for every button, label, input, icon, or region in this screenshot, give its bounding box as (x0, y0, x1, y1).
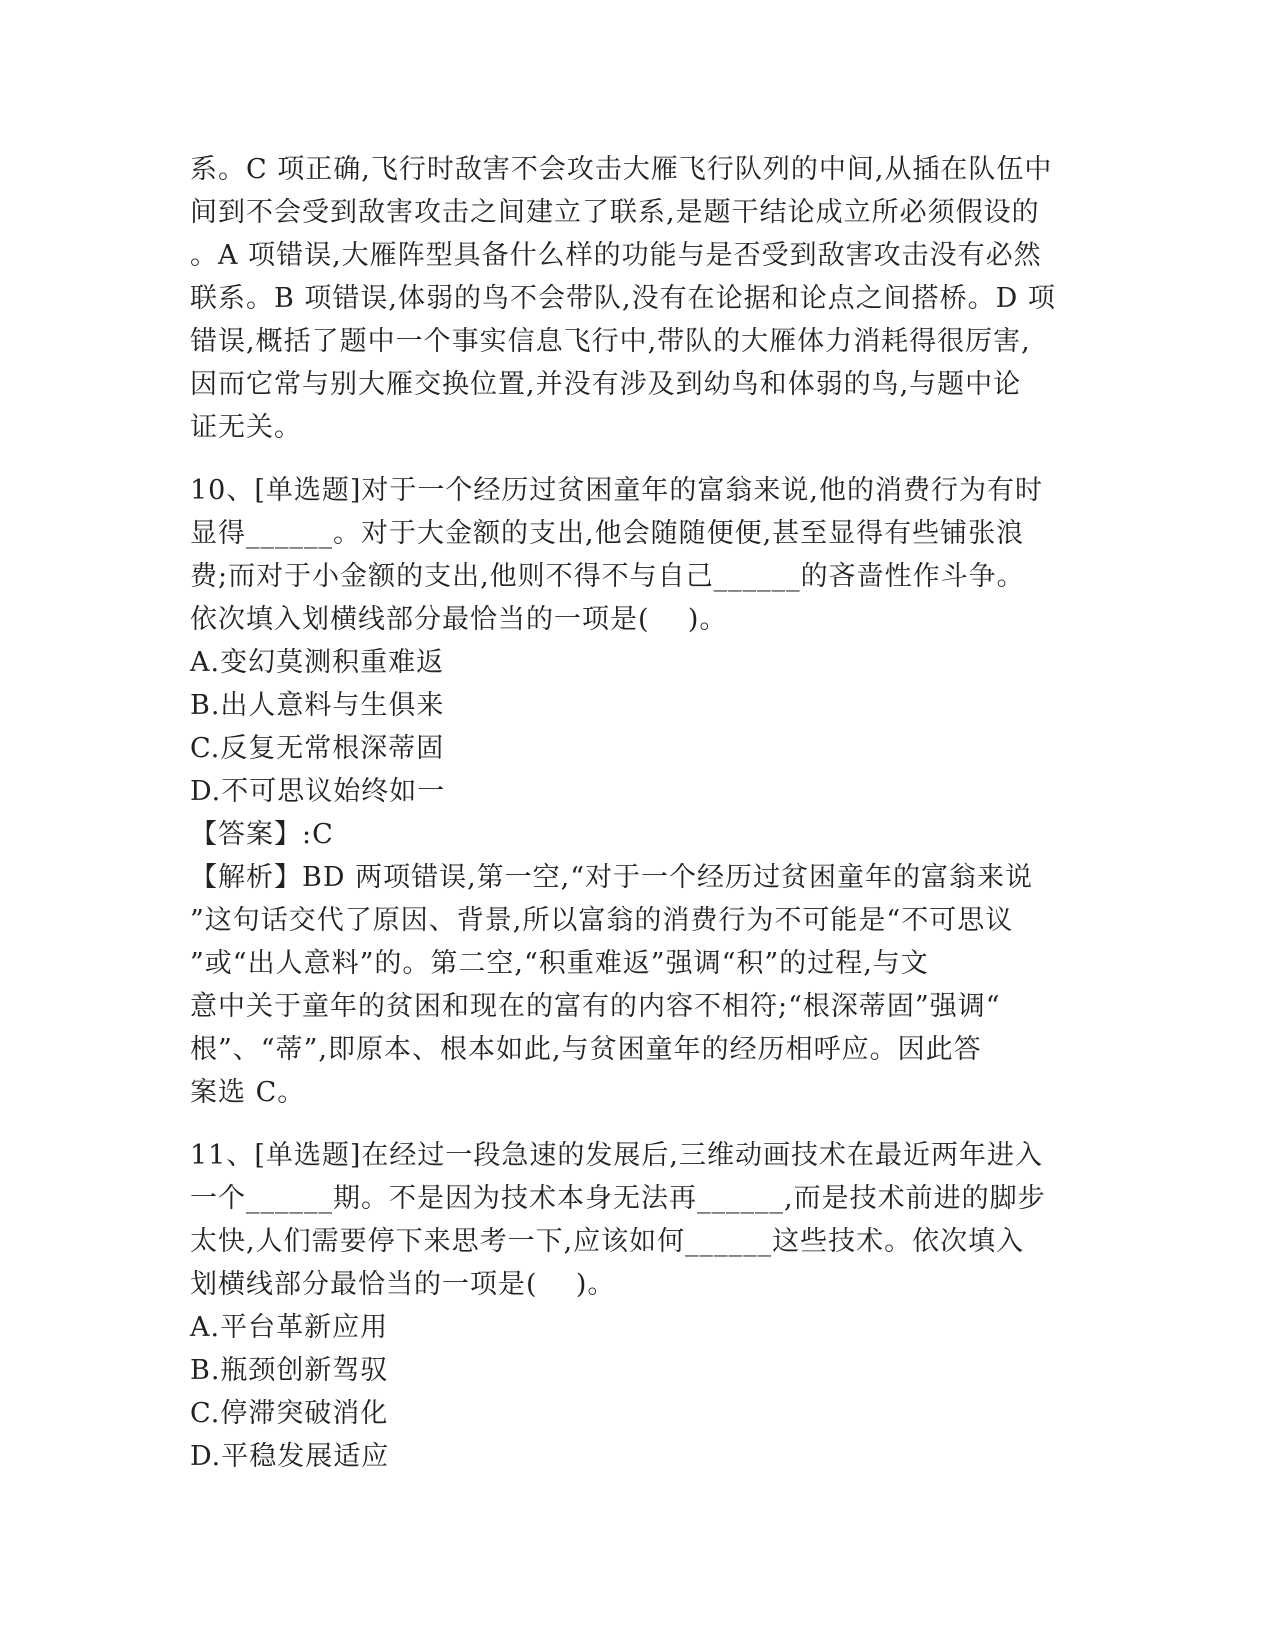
text-line: 11、[单选题]在经过一段急速的发展后,三维动画技术在最近两年进入 (190, 1140, 1044, 1171)
text-line: 费;而对于小金额的支出,他则不得不与自己______的吝啬性作斗争。 (190, 561, 1025, 592)
option-a: A.平台革新应用 (190, 1312, 389, 1343)
text-line: 划横线部分最恰当的一项是( )。 (190, 1269, 616, 1300)
text-line: 根”、“蒂”,即原本、根本如此,与贫困童年的经历相呼应。因此答 (190, 1034, 982, 1065)
text-line: 因而它常与别大雁交换位置,并没有涉及到幼鸟和体弱的鸟,与题中论 (190, 369, 1022, 400)
question-stem (190, 1134, 1090, 1306)
question-11 (190, 1134, 1090, 1478)
text-line: 错误,概括了题中一个事实信息飞行中,带队的大雁体力消耗得很厉害, (190, 326, 1031, 357)
option-d: D.不可思议始终如一 (190, 776, 446, 807)
text-line: 太快,人们需要停下来思考一下,应该如何______这些技术。依次填入 (190, 1226, 1025, 1257)
option-b: B.出人意料与生俱来 (190, 690, 445, 721)
text-line: 一个______期。不是因为技术本身无法再______,而是技术前进的脚步 (190, 1183, 1046, 1214)
document-page (190, 148, 1090, 1498)
option-c: C.反复无常根深蒂固 (190, 733, 445, 764)
answer-line: 【答案】:C (190, 819, 334, 850)
question-10 (190, 469, 1090, 1114)
question-options (190, 1306, 1090, 1478)
question-stem (190, 469, 1090, 641)
text-line: 联系。B 项错误,体弱的鸟不会带队,没有在论据和论点之间搭桥。D 项 (190, 283, 1056, 314)
text-line: 案选 C。 (190, 1077, 306, 1108)
text-line: 。A 项错误,大雁阵型具备什么样的功能与是否受到敌害攻击没有必然 (190, 240, 1042, 271)
text-line: 显得______。对于大金额的支出,他会随随便便,甚至显得有些铺张浪 (190, 518, 1025, 549)
text-line: 系。C 项正确,飞行时敌害不会攻击大雁飞行队列的中间,从插在队伍中 (190, 154, 1053, 185)
option-a: A.变幻莫测积重难返 (190, 647, 445, 678)
text-line: 依次填入划横线部分最恰当的一项是( )。 (190, 604, 728, 635)
question-options (190, 641, 1090, 813)
option-c: C.停滞突破消化 (190, 1398, 389, 1429)
prev-explanation (190, 148, 1090, 449)
option-d: D.平稳发展适应 (190, 1441, 390, 1472)
text-line: 意中关于童年的贫困和现在的富有的内容不相符;“根深蒂固”强调“ (190, 991, 1001, 1022)
text-line: 证无关。 (190, 412, 302, 443)
text-line: 【解析】BD 两项错误,第一空,“对于一个经历过贫困童年的富翁来说 (190, 862, 1034, 893)
option-b: B.瓶颈创新驾驭 (190, 1355, 389, 1386)
text-line: 10、[单选题]对于一个经历过贫困童年的富翁来说,他的消费行为有时 (190, 475, 1044, 506)
explanation (190, 856, 1090, 1114)
text-line: ”或“出人意料”的。第二空,“积重难返”强调“积”的过程,与文 (190, 948, 929, 979)
text-line: 间到不会受到敌害攻击之间建立了联系,是题干结论成立所必须假设的 (190, 197, 1040, 228)
text-line: ”这句话交代了原因、背景,所以富翁的消费行为不可能是“不可思议 (190, 905, 1014, 936)
